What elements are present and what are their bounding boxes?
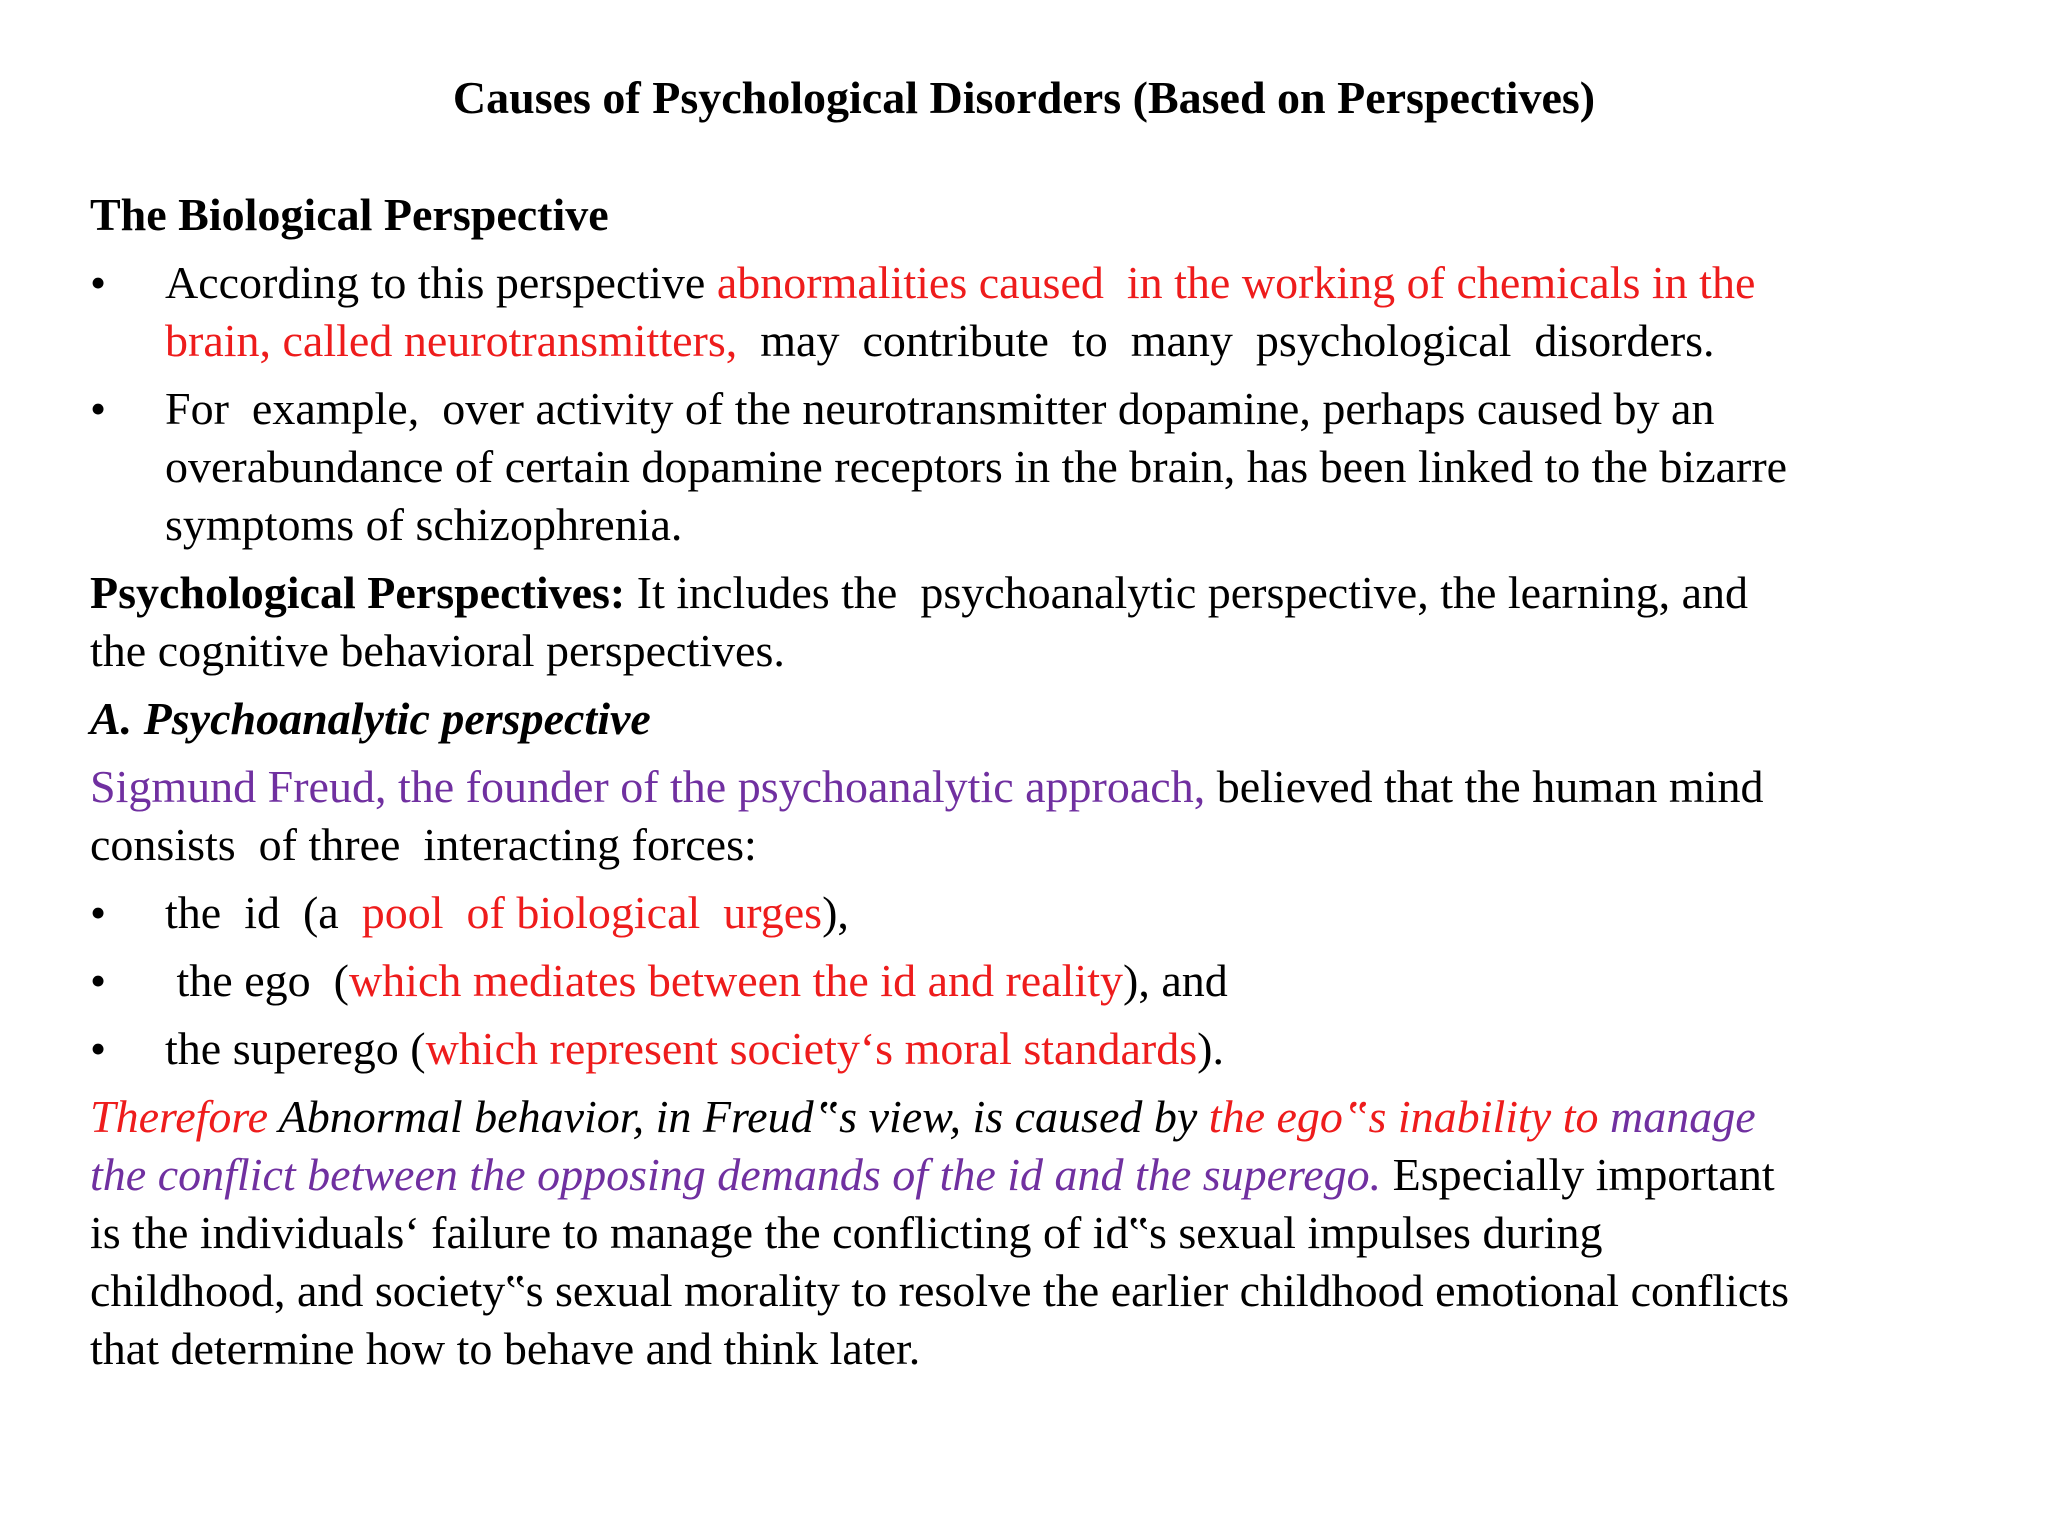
- bullet-dot: •: [90, 887, 107, 938]
- psychological-paragraph-line-1: [90, 564, 1990, 622]
- force-id-punct: ),: [822, 887, 849, 938]
- freud-intro-highlight: Sigmund Freud, the founder of the psychoanalytic approach,: [90, 761, 1206, 812]
- force-item-id: [90, 884, 1990, 942]
- bullet-2-line-2: overabundance of certain dopamine receptors in the brain, has been linked to the bizarre: [165, 441, 1788, 492]
- biological-bullet-1: [90, 254, 1990, 370]
- force-ego-description: which mediates between the id and reality: [348, 955, 1123, 1006]
- psychoanalytic-heading: A. Psychoanalytic perspective: [90, 693, 651, 744]
- bullet-1-highlight: abnormalities caused in the working of chemicals in the: [716, 257, 1756, 308]
- conclusion-line-5: that determine how to behave and think later.: [90, 1323, 921, 1374]
- force-superego-description: which represent society‘s moral standards: [425, 1023, 1198, 1074]
- force-ego-line: [165, 952, 1990, 1010]
- bullet-1-highlight-cont: brain, called neurotransmitters,: [165, 315, 738, 366]
- bullet-dot: •: [90, 955, 107, 1006]
- conclusion-italic-text: Abnormal behavior, in Freud‟s view, is caused by: [268, 1091, 1209, 1142]
- biological-heading: The Biological Perspective: [90, 189, 609, 240]
- force-superego-punct: ).: [1197, 1023, 1224, 1074]
- freud-intro-line-1: [90, 758, 1990, 816]
- force-id-line: [165, 884, 1990, 942]
- force-item-superego: [90, 1020, 1990, 1078]
- psychological-label: Psychological Perspectives:: [90, 567, 626, 618]
- force-id-label: the id (a: [165, 887, 362, 938]
- force-ego-punct: ), and: [1123, 955, 1228, 1006]
- conclusion-especially: Especially important: [1381, 1149, 1775, 1200]
- conclusion-line-2: [90, 1146, 1990, 1204]
- force-superego-line: [165, 1020, 1990, 1078]
- bullet-dot: •: [90, 1023, 107, 1074]
- psychological-text: It includes the psychoanalytic perspective, the learning, and: [625, 567, 1749, 618]
- bullet-dot: •: [90, 383, 107, 434]
- bullet-1-line-2: [165, 312, 1990, 370]
- force-id-description: pool of biological urges: [361, 887, 823, 938]
- slide-title: Causes of Psychological Disorders (Based on Perspectives): [452, 72, 1596, 123]
- conclusion-ego-inability: the ego‟s inability to: [1208, 1091, 1599, 1142]
- force-ego-label: the ego (: [165, 955, 349, 1006]
- conclusion-line-3: is the individuals‘ failure to manage the conflicting of id‟s sexual impulses during: [90, 1207, 1603, 1258]
- conclusion-line-1: [90, 1088, 1990, 1146]
- conclusion-conflict-text: the conflict between the opposing demands of the id and the superego.: [90, 1149, 1382, 1200]
- force-item-ego: [90, 952, 1990, 1010]
- bullet-2-line-3: symptoms of schizophrenia.: [165, 499, 683, 550]
- conclusion-manage: manage: [1598, 1091, 1756, 1142]
- bullet-1-line-1: [165, 254, 1990, 312]
- slide-content: [90, 186, 1990, 1378]
- force-superego-label: the superego (: [165, 1023, 426, 1074]
- freud-intro-line-2: consists of three interacting forces:: [90, 819, 757, 870]
- freud-intro-text: believed that the human mind: [1205, 761, 1764, 812]
- biological-bullet-2: [90, 380, 1990, 554]
- bullet-1-text: According to this perspective: [165, 257, 717, 308]
- conclusion-line-4: childhood, and society‟s sexual morality to resolve the earlier childhood emotional conflicts: [90, 1265, 1789, 1316]
- bullet-dot: •: [90, 257, 107, 308]
- conclusion-therefore: Therefore: [90, 1091, 269, 1142]
- bullet-1-text-cont: may contribute to many psychological disorders.: [737, 315, 1715, 366]
- psychological-paragraph-line-2: the cognitive behavioral perspectives.: [90, 625, 785, 676]
- bullet-2-line-1: For example, over activity of the neurotransmitter dopamine, perhaps caused by an: [165, 383, 1715, 434]
